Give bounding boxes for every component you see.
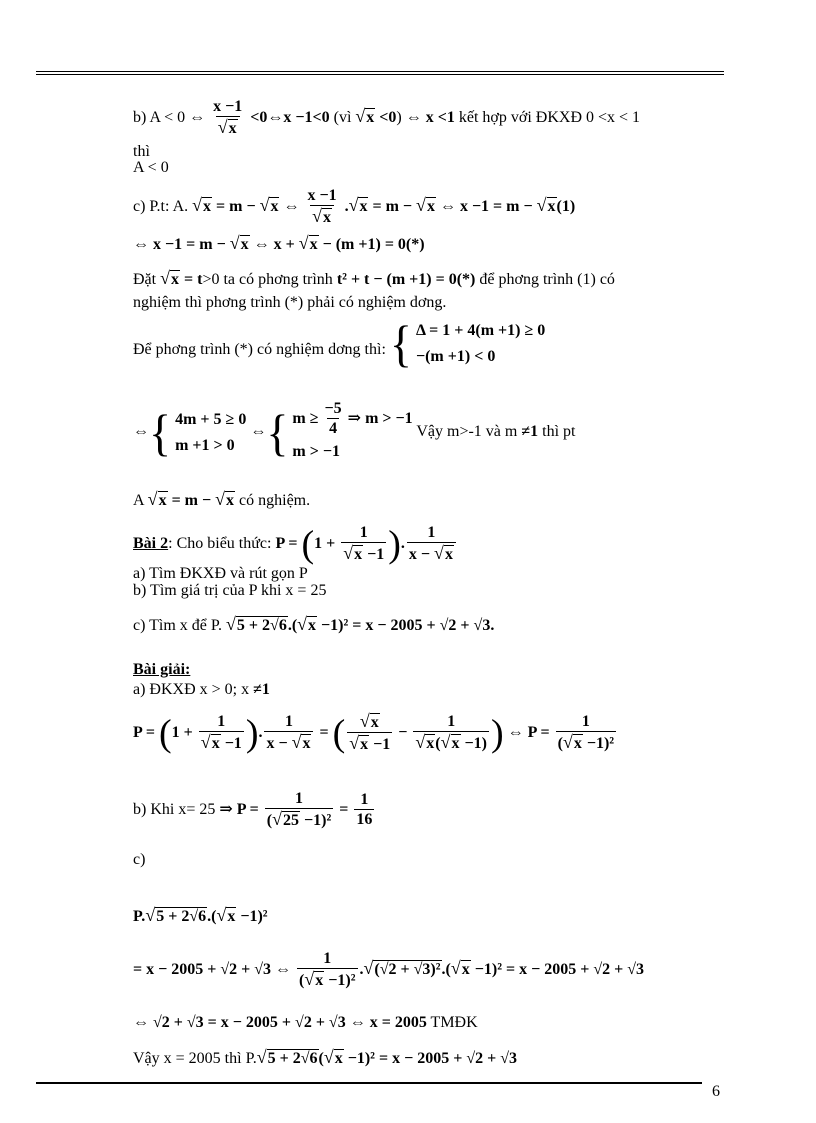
part-c-line2: ⇔ x −1 = m − √x ⇔ x + √x − (m +1) = 0(*) [133,233,425,253]
part-c-nghiem: nghiệm thì phơng trình (*) phải có nghiệm dơng. [133,294,447,311]
tmdk-text: TMĐK [430,1014,478,1031]
solution-a-text: a) ĐKXĐ x > 0; x [133,681,250,698]
solution-final: Vậy x = 2005 thì P.√5 + 2√6(√x −1)² = x − 2005 + √2 + √3 [133,1047,517,1067]
bai2-qc-label: c) Tìm x để P. [133,617,223,634]
solution-c-3: ⇔ √2 + √3 = x − 2005 + √2 + √3 ⇔ x = 2005 TMĐK [133,1014,478,1031]
bai2-title-line: Bài 2: Cho biểu thức: P = (1 + $\frac{1}{√x -1}$ ). $\frac{1}{x - √x}$ [133,524,458,565]
solution-c-1: P.√5 + 2√6.(√x −1)² [133,905,268,925]
solution-title [133,660,190,680]
bai2-qa: a) Tìm ĐKXĐ và rút gọn P [133,565,308,582]
co-nghiem-suffix: có nghiệm. [239,492,311,509]
vay-line: Vậy m>-1 và m [416,423,518,441]
part-b-cond: (vì [333,109,352,127]
final-prefix: Vậy x = 2005 thì P. [133,1050,257,1067]
vay-suffix: thì pt [542,423,576,441]
part-b-line: b) A < 0 ⇔ $\frac{x -1}{√x}$ <0⇔x −1<0 (vì √x <0) ⇔ x <1 kết hợp với ĐKXĐ 0 <x < 1 [133,98,641,137]
bai2-title: Bài 2 [133,535,169,553]
solution-title-text: Bài giải: [133,661,191,678]
part-c-label: c) P.t: A. [133,198,189,216]
solution-b: b) Khi x= 25 ⇒ P = $\frac{1}{\text{(√25 −1)²}}$ = $\frac{1}{16}$ [133,790,373,829]
dat-suffix: để phơng trình (1) có [479,271,615,288]
part-b-thi: thì [133,143,150,160]
bai2-qc: c) Tìm x để P. √5 + 2√6.(√x −1)² = x − 2005 + √2 + √3. [133,614,495,634]
dat-prefix: Đặt [133,271,157,288]
solution-b-text: b) Khi x= 25 [133,801,216,819]
header-rule [36,74,724,75]
part-b-rest: kết hợp với ĐKXĐ 0 <x < 1 [458,109,641,127]
part-c-system: ⇔{ 4m + 5 ≥ 0 m +1 > 0 ⇔{ m ≥ $\frac{-5}{4}$ ⇒ m > −1 m > −1 Vậy m>-1 và m ≠1 thì pt [133,400,576,460]
part-b-result: A < 0 [133,159,169,176]
co-nghiem-prefix: A [133,492,144,509]
footer-rule [36,1082,702,1084]
solution-c: c) [133,851,146,868]
dat-text: >0 ta có phơng trình [202,271,333,288]
solution-c-2: = x − 2005 + √2 + √3 ⇔ $\frac{1}{\text{(√x −1)²}}$ .√(√2 + √3)².(√x −1)² = x − 2005 + √2 + √3 [133,950,645,989]
bai2-qb: b) Tìm giá trị của P khi x = 25 [133,582,327,599]
bai2-intro: : Cho biểu thức: [168,535,272,553]
solution-a-formula: P = (1 + $\frac{1}{√x -1}$ ). $\frac{1}{x - √x}$ = ( $\frac{√x}{√x -1}$ − $\frac{1}{√x(√x -1)}$ ) ⇔ P = $\frac{1}{\text{(√x −1)²}}$ [133,711,615,755]
part-c-dat: Đặt √x = t>0 ta có phơng trình t² + t − (m +1) = 0(*) để phơng trình (1) có [133,268,615,288]
solution-a: a) ĐKXĐ x > 0; x ≠1 [133,681,270,698]
part-c-line1: c) P.t: A. √x = m − √x ⇔ $\frac{x -1}{√x}$ .√x = m − √x ⇔ x −1 = m − √x(1) [133,187,576,226]
part-b-label: b) A < 0 [133,109,186,127]
de-line: Để phơng trình (*) có nghiệm dơng thì: [133,341,386,358]
page-number: 6 [712,1083,720,1100]
part-c-de: Để phơng trình (*) có nghiệm dơng thì: { Δ = 1 + 4(m +1) ≥ 0 −(m +1) < 0 [133,315,546,372]
header-rule [36,71,724,72]
part-c-co-nghiem: A √x = m − √x có nghiệm. [133,489,311,509]
